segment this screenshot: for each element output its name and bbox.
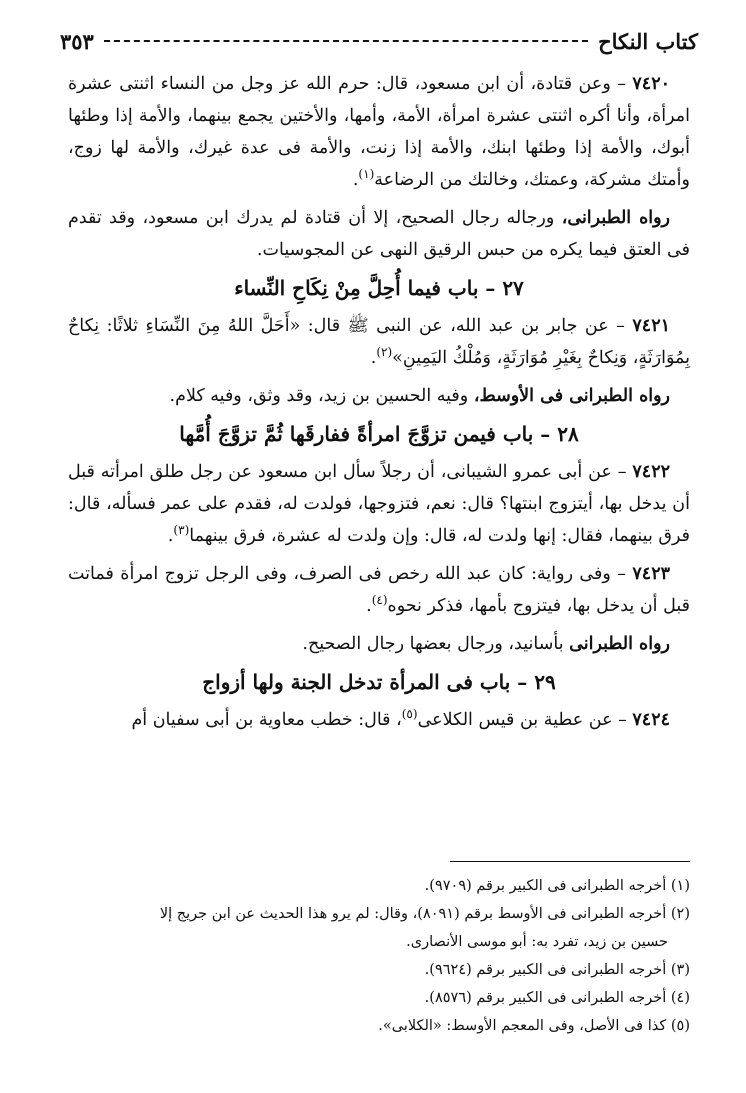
footnote-2 xyxy=(68,900,690,928)
hadith-number: ٧٤٢٢ xyxy=(632,462,670,482)
hadith-number: ٧٤٢١ xyxy=(632,316,670,336)
hadith-text-end: . xyxy=(167,526,174,546)
hadith-text: – عن أبى عمرو الشيبانى، أن رجلاً سأل ابن مسعود عن رجل طلق امرأته قبل أن يدخل بها، أيتزوج ابنتها؟ قال: نعم، فتزوجها، فولدت له، فقدم على عمر فسأله، قال: فرق بينهما، فقال: إنها ولدت له، قال: وإن ولدت له عشرة، فرق بينهما xyxy=(68,462,690,546)
footnote-ref: (٤) xyxy=(371,593,388,608)
footnote-1 xyxy=(68,872,690,900)
footnote-mark: (٤) xyxy=(670,990,690,1006)
footnote-ref: (١) xyxy=(358,167,375,182)
footnote-mark: (٣) xyxy=(670,962,690,978)
source-text: ورجاله رجال الصحيح، إلا أن قتادة لم يدرك ابن مسعود، وقد تقدم فى العتق فيما يكره من حبس الرقيق النهى عن المجوسيات. xyxy=(68,208,690,260)
footnote-text: أخرجه الطبرانى فى الكبير برقم (٨٥٧٦). xyxy=(424,990,671,1006)
footnote-mark: (٢) xyxy=(670,906,690,922)
hadith-text: – عن جابر بن عبد الله، عن النبى ﷺ قال: «أَحَلَّ اللهُ مِنَ النِّسَاءِ ثلاثًا: نِكاحٌ بِمُوَارَثَةٍ، وَنِكاحٌ بِغَيْرِ مُوَارَثَةٍ، وَمُلْكُ اليَمِينِ» xyxy=(68,316,690,368)
source-label: رواه الطبرانى xyxy=(569,634,670,654)
hadith-text-end: . xyxy=(370,348,377,368)
page-body xyxy=(68,68,690,736)
header-rule xyxy=(104,40,588,42)
source-note xyxy=(68,628,690,660)
footnote-mark: (١) xyxy=(670,878,690,894)
hadith-7423 xyxy=(68,558,690,622)
hadith-7420 xyxy=(68,68,690,196)
chapter-heading-27: ٢٧ – باب فيما أُحِلَّ مِنْ نِكَاحِ النِّساء xyxy=(234,276,524,300)
source-note xyxy=(68,202,690,266)
source-label: رواه الطبرانى فى الأوسط، xyxy=(473,386,670,406)
hadith-text: – عن عطية بن قيس الكلاعى xyxy=(417,710,633,730)
hadith-text: – وعن قتادة، أن ابن مسعود، قال: حرم الله عز وجل من النساء اثنتى عشرة امرأة، وأنا أكره اثنتى عشرة امرأة، الأمة، وأمها، والأختين يجمع بينهما، والأمة إذا وطئها أبوك، والأمة إذا وطئها ابنك، والأمة إذا زنت، والأمة فى عدة غيرك، والأمة لها زوج، وأمتك مشركة، وعمتك، وخالتك من الرضاعة xyxy=(68,74,690,190)
hadith-7421 xyxy=(68,310,690,374)
hadith-text-end: . xyxy=(366,596,372,616)
hadith-text-end: . xyxy=(352,170,359,190)
page-number: ٣٥٣ xyxy=(60,28,94,54)
footnote-2-continued: حسين بن زيد، تفرد به: أبو موسى الأنصارى. xyxy=(406,934,668,950)
chapter-heading-29: ٢٩ – باب فى المرأة تدخل الجنة ولها أزواج xyxy=(202,670,556,694)
hadith-number: ٧٤٢٤ xyxy=(632,710,670,730)
running-title: كتاب النكاح xyxy=(598,28,698,54)
footnote-ref: (٣) xyxy=(173,523,190,538)
footnote-text: أخرجه الطبرانى فى الكبير برقم (٩٧٠٩). xyxy=(424,878,671,894)
hadith-7422 xyxy=(68,456,690,552)
footnote-text: أخرجه الطبرانى فى الأوسط برقم (٨٠٩١)، وقال: لم يرو هذا الحديث عن ابن جريج إلا xyxy=(159,906,671,922)
footnote-text: كذا فى الأصل، وفى المعجم الأوسط: «الكلابى». xyxy=(378,1018,671,1034)
hadith-text-end: ، قال: خطب معاوية بن أبى سفيان أم xyxy=(131,710,402,730)
source-text: بأسانيد، ورجال بعضها رجال الصحيح. xyxy=(302,634,570,654)
footnote-text: أخرجه الطبرانى فى الكبير برقم (٩٦٢٤). xyxy=(424,962,671,978)
footnotes xyxy=(68,872,690,1040)
hadith-text: – وفى رواية: كان عبد الله رخص فى الصرف، وفى الرجل تزوج امرأة فماتت قبل أن يدخل بها، فيتزوج بأمها، فذكر نحوه xyxy=(68,564,690,616)
footnote-separator xyxy=(450,861,690,862)
footnote-ref: (٢) xyxy=(376,345,393,360)
hadith-7424 xyxy=(68,704,690,736)
page-header xyxy=(60,26,698,56)
source-note xyxy=(68,380,690,412)
footnote-mark: (٥) xyxy=(670,1018,690,1034)
source-label: رواه الطبرانى، xyxy=(561,208,671,228)
hadith-number: ٧٤٢٣ xyxy=(632,564,670,584)
footnote-3 xyxy=(68,956,690,984)
chapter-heading-28: ٢٨ – باب فيمن تزوَّجَ امرأةً ففارقَها ثُمَّ تزوَّجَ أُمَّها xyxy=(179,422,579,446)
footnote-4 xyxy=(68,984,690,1012)
footnote-5 xyxy=(68,1012,690,1040)
hadith-number: ٧٤٢٠ xyxy=(632,74,670,94)
source-text: وفيه الحسين بن زيد، وقد وثق، وفيه كلام. xyxy=(169,386,474,406)
footnote-ref: (٥) xyxy=(401,707,418,722)
